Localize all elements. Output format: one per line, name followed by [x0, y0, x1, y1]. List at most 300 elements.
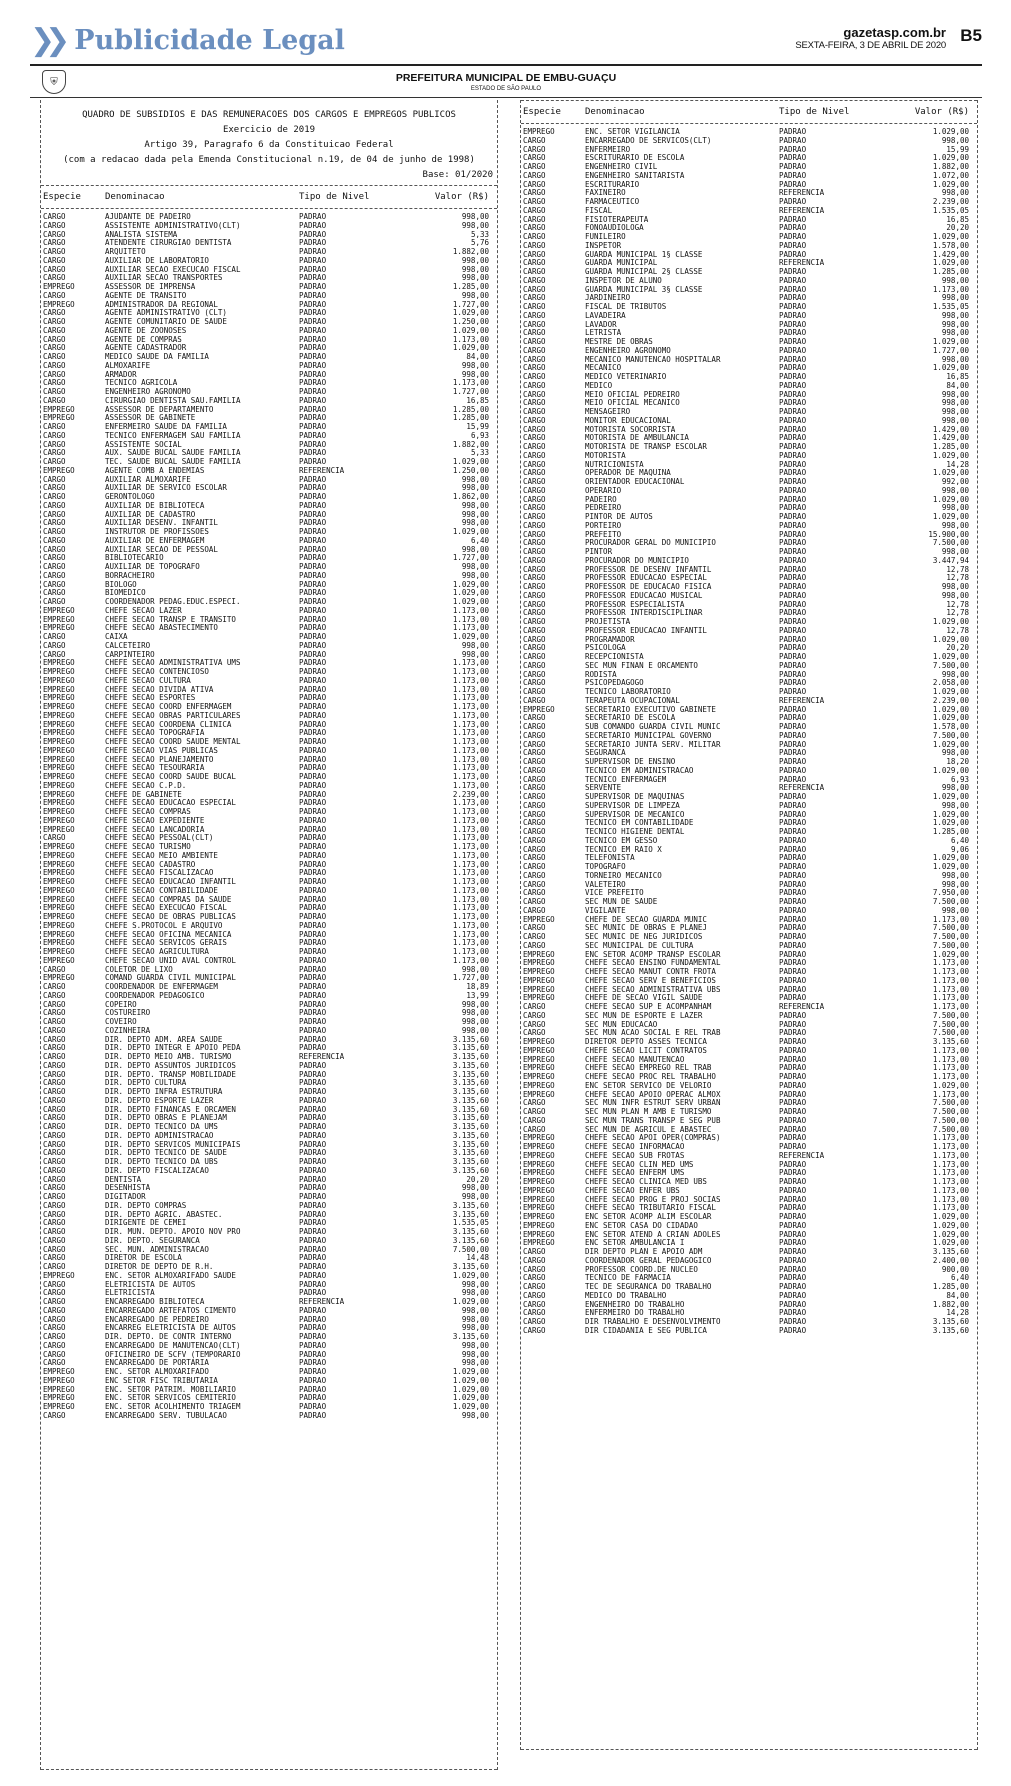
row-denominacao: FISCAL — [585, 206, 613, 215]
row-valor: 3.135,60 — [452, 1070, 489, 1079]
row-tipo: PADRAO — [779, 653, 807, 661]
row-valor: 1.173,00 — [452, 913, 489, 921]
row-tipo: PADRAO — [299, 1280, 327, 1289]
row-tipo: PADRAO — [779, 976, 807, 985]
table-row — [521, 443, 977, 452]
row-valor: 1.173,00 — [932, 1134, 969, 1143]
row-valor: 1.029,00 — [932, 1230, 969, 1239]
row-especie: EMPREGO — [43, 773, 75, 781]
row-denominacao: CALCETEIRO — [105, 641, 151, 650]
row-especie: CARGO — [43, 1053, 66, 1061]
row-especie: EMPREGO — [43, 746, 75, 755]
row-tipo: PADRAO — [299, 388, 327, 396]
row-tipo: PADRAO — [299, 493, 327, 501]
row-tipo: PADRAO — [299, 641, 327, 650]
row-denominacao: CARPINTEIRO — [105, 650, 155, 659]
table-row — [521, 251, 977, 260]
row-especie: CARGO — [523, 600, 546, 609]
row-denominacao: CHEFE SECAO PLANEJAMENTO — [105, 755, 214, 764]
row-tipo: PADRAO — [299, 615, 327, 624]
row-tipo: PADRAO — [299, 309, 327, 318]
row-denominacao: TECNICO EM GESSO — [585, 836, 658, 845]
table-row — [41, 239, 497, 248]
row-denominacao: CHEFE SECAO TURISMO — [105, 843, 191, 851]
row-tipo: PADRAO — [299, 921, 327, 930]
row-especie: CARGO — [43, 965, 66, 974]
row-valor: 18,20 — [946, 758, 969, 766]
row-tipo: PADRAO — [299, 1114, 327, 1123]
row-tipo: PADRAO — [779, 688, 807, 696]
row-especie: CARGO — [523, 215, 546, 224]
table-row — [41, 441, 497, 450]
row-especie: CARGO — [43, 1193, 66, 1201]
table-row — [41, 1351, 497, 1360]
row-valor: 15,99 — [466, 423, 489, 431]
row-especie: CARGO — [523, 408, 546, 416]
row-especie: EMPREGO — [43, 729, 75, 738]
row-valor: 1.173,00 — [452, 816, 489, 825]
row-especie: EMPREGO — [43, 659, 75, 668]
table-row — [41, 414, 497, 423]
table-row — [41, 1237, 497, 1246]
row-denominacao: PROFESSOR COORD.DE NUCLEO — [585, 1265, 698, 1274]
table-row — [521, 688, 977, 697]
row-valor: 998,00 — [941, 311, 969, 320]
row-denominacao: DIGITADOR — [105, 1193, 146, 1201]
row-valor: 998,00 — [461, 641, 489, 650]
row-denominacao: CHEFE SECAO TOPOGRAFIA — [105, 729, 205, 738]
row-denominacao: GUARDA MUNICIPAL — [585, 259, 658, 268]
row-denominacao: ENC SETOR SERVICO DE VELORIO — [585, 1081, 712, 1090]
row-especie: CARGO — [43, 335, 66, 344]
row-denominacao: CHEFE SECAO MANUT CONTR FROTA — [585, 968, 716, 976]
row-especie: EMPREGO — [43, 1368, 75, 1376]
table-row — [41, 817, 497, 826]
row-denominacao: DIR. DEPTO ASSUNTOS JURIDICOS — [105, 1061, 236, 1070]
row-denominacao: CHEFE SECAO FISCALIZACAO — [105, 869, 214, 878]
row-tipo: PADRAO — [779, 1309, 807, 1318]
row-especie: CARGO — [523, 206, 546, 215]
row-valor: 1.173,00 — [452, 878, 489, 886]
row-especie: CARGO — [523, 1326, 546, 1335]
row-denominacao: AUXILIAR DE LABORATORIO — [105, 256, 209, 265]
row-especie: CARGO — [43, 1324, 66, 1333]
row-denominacao: SEC MUNIC DE OBRAS E PLANEJ — [585, 924, 707, 933]
row-denominacao: TECNICO ENFERMAGEM SAU FAMILIA — [105, 431, 241, 440]
row-denominacao: DESENHISTA — [105, 1184, 151, 1193]
row-denominacao: PREFEITO — [585, 530, 622, 539]
row-tipo: PADRAO — [779, 180, 807, 189]
table-row — [521, 1283, 977, 1292]
table-row — [521, 163, 977, 172]
row-especie: CARGO — [523, 565, 546, 574]
row-denominacao: AUXILIAR DE SERVICO ESCOLAR — [105, 484, 227, 493]
row-especie: CARGO — [523, 1011, 546, 1020]
row-especie: CARGO — [523, 381, 546, 390]
divider — [41, 1769, 497, 1770]
row-denominacao: MOTORISTA DE TRANSP ESCOLAR — [585, 443, 707, 451]
row-valor: 1.029,00 — [452, 1376, 489, 1385]
row-tipo: PADRAO — [779, 950, 807, 959]
row-denominacao: CHEFE SECAO PESSOAL(CLT) — [105, 834, 214, 843]
row-especie: CARGO — [523, 303, 546, 311]
row-especie: CARGO — [523, 863, 546, 871]
row-tipo: PADRAO — [299, 1341, 327, 1350]
row-denominacao: ARMADOR — [105, 370, 137, 379]
row-valor: 1.173,00 — [452, 895, 489, 904]
row-valor: 12,78 — [946, 609, 969, 618]
table-row — [41, 1228, 497, 1237]
row-especie: CARGO — [43, 1149, 66, 1158]
row-denominacao: DIR. DEPTO ADMINISTRACAO — [105, 1131, 214, 1140]
row-denominacao: TECNICO HIGIENE DENTAL — [585, 828, 685, 836]
row-especie: EMPREGO — [523, 959, 555, 968]
row-tipo: PADRAO — [779, 1326, 807, 1335]
table-row — [41, 633, 497, 642]
row-valor: 998,00 — [941, 670, 969, 679]
row-tipo: PADRAO — [299, 440, 327, 449]
row-valor: 1.173,00 — [932, 976, 969, 985]
row-tipo: PADRAO — [779, 355, 807, 364]
masthead — [30, 22, 982, 62]
table-row — [41, 686, 497, 695]
row-tipo: PADRAO — [299, 1166, 327, 1175]
row-especie: CARGO — [43, 344, 66, 353]
row-denominacao: PROFESSOR ESPECIALISTA — [585, 600, 685, 609]
row-denominacao: ENC SETOR CASA DO CIDADAO — [585, 1221, 698, 1230]
row-denominacao: AGENTE COMUNITARIO DE SAUDE — [105, 318, 227, 326]
table-row — [41, 362, 497, 371]
row-valor: 998,00 — [941, 416, 969, 425]
row-tipo: PADRAO — [779, 828, 807, 836]
row-denominacao: PROJETISTA — [585, 618, 631, 626]
row-valor: 998,00 — [941, 749, 969, 758]
row-tipo: PADRAO — [779, 985, 807, 994]
row-denominacao: PADEIRO — [585, 495, 617, 504]
table-row — [41, 458, 497, 467]
table-row — [521, 889, 977, 898]
row-valor: 998,00 — [941, 801, 969, 810]
row-especie: CARGO — [43, 991, 66, 1000]
row-denominacao: CHEFE SECAO CULTURA — [105, 676, 191, 685]
row-especie: EMPREGO — [43, 930, 75, 939]
table-row — [521, 426, 977, 435]
row-denominacao: ANALISTA SISTEMA — [105, 230, 178, 239]
table-row — [521, 933, 977, 942]
row-denominacao: AUXILIAR DE TOPOGRAFO — [105, 563, 200, 571]
row-tipo: PADRAO — [779, 618, 807, 626]
row-valor: 998,00 — [941, 408, 969, 416]
row-especie: CARGO — [43, 431, 66, 440]
table-row — [521, 986, 977, 995]
row-valor: 998,00 — [461, 274, 489, 283]
row-especie: CARGO — [43, 475, 66, 484]
row-denominacao: FAXINEIRO — [585, 189, 626, 198]
row-especie: CARGO — [523, 661, 546, 670]
table-row — [521, 574, 977, 583]
table-row — [521, 1073, 977, 1082]
row-valor: 1.173,00 — [452, 834, 489, 843]
table-row — [41, 1193, 497, 1202]
row-valor: 1.862,00 — [452, 493, 489, 501]
row-valor: 7.500,00 — [932, 1125, 969, 1134]
row-tipo: PADRAO — [299, 650, 327, 659]
row-denominacao: CHEFE SECAO CONTABILIDADE — [105, 886, 218, 895]
row-tipo: PADRAO — [779, 740, 807, 749]
row-tipo: PADRAO — [299, 781, 327, 790]
table-row — [41, 1062, 497, 1071]
row-denominacao: ENC. SETOR PATRIM. MOBILIARIO — [105, 1385, 236, 1394]
row-especie: EMPREGO — [43, 799, 75, 808]
row-especie: CARGO — [523, 1265, 546, 1274]
row-especie: CARGO — [523, 679, 546, 688]
row-tipo: PADRAO — [779, 775, 807, 784]
row-denominacao: ENC SETOR FISC TRIBUTARIA — [105, 1376, 218, 1385]
row-denominacao: AJUDANTE DE PADEIRO — [105, 213, 191, 221]
row-valor: 1.029,00 — [932, 513, 969, 521]
table-row — [41, 266, 497, 275]
row-valor: 7.500,00 — [932, 1099, 969, 1108]
row-especie: CARGO — [523, 1029, 546, 1038]
row-tipo: PADRAO — [299, 396, 327, 405]
row-valor: 998,00 — [461, 1324, 489, 1333]
row-denominacao: PROFESSOR EDUCACAO INFANTIL — [585, 626, 707, 635]
row-tipo: PADRAO — [779, 1283, 807, 1291]
row-tipo: PADRAO — [299, 799, 327, 808]
row-especie: EMPREGO — [43, 1385, 75, 1394]
row-tipo: PADRAO — [779, 793, 807, 801]
row-valor: 998,00 — [941, 880, 969, 889]
row-denominacao: AUXILIAR SECAO DE PESSOAL — [105, 545, 218, 554]
row-especie: CARGO — [43, 1333, 66, 1341]
table-row — [41, 353, 497, 362]
row-especie: CARGO — [523, 530, 546, 539]
row-denominacao: ENGENHEIRO AGRONOMO — [105, 388, 191, 396]
row-valor: 998,00 — [461, 370, 489, 379]
table-row — [521, 391, 977, 400]
row-especie: EMPREGO — [43, 1403, 75, 1411]
row-denominacao: PROFESSOR EDUCACAO ESPECIAL — [585, 574, 707, 583]
row-denominacao: AUXILIAR SECAO TRANSPORTES — [105, 274, 223, 283]
row-valor: 1.173,00 — [452, 711, 489, 720]
row-especie: CARGO — [43, 230, 66, 239]
row-especie: CARGO — [523, 784, 546, 793]
row-tipo: PADRAO — [779, 959, 807, 968]
row-valor: 3.135,60 — [452, 1088, 489, 1096]
row-tipo: PADRAO — [779, 906, 807, 915]
notice-org: PREFEITURA MUNICIPAL DE EMBU-GUAÇU — [395, 72, 617, 84]
row-denominacao: CHEFE SECAO CLIN MED UMS — [585, 1160, 694, 1169]
row-especie: EMPREGO — [43, 764, 75, 773]
divider — [521, 123, 977, 124]
doc-exercise: Exercicio de 2019 — [222, 125, 316, 135]
row-especie: CARGO — [523, 1318, 546, 1326]
row-especie: CARGO — [523, 399, 546, 408]
row-especie: CARGO — [43, 983, 66, 991]
row-especie: CARGO — [523, 425, 546, 434]
row-valor: 998,00 — [941, 591, 969, 600]
row-denominacao: DIRETOR DE DEPTO DE R.H. — [105, 1263, 214, 1271]
row-valor: 998,00 — [461, 1009, 489, 1018]
row-valor: 7.500,00 — [932, 1029, 969, 1038]
table-row — [521, 1091, 977, 1100]
row-especie: CARGO — [523, 810, 546, 819]
row-especie: EMPREGO — [523, 1046, 555, 1055]
table-row — [41, 624, 497, 633]
row-valor: 3.135,60 — [452, 1228, 489, 1236]
row-valor: 1.029,00 — [932, 154, 969, 163]
table-row — [521, 566, 977, 575]
table-row — [521, 679, 977, 688]
table-row — [521, 408, 977, 417]
row-tipo: PADRAO — [299, 1184, 327, 1193]
table-row — [41, 834, 497, 843]
row-valor: 1.535,05 — [452, 1219, 489, 1228]
table-row — [521, 1056, 977, 1065]
row-tipo: PADRAO — [299, 1123, 327, 1131]
table-row — [41, 1184, 497, 1193]
row-valor: 7.500,00 — [932, 539, 969, 548]
row-denominacao: LAVADOR — [585, 320, 617, 329]
table-row — [521, 513, 977, 522]
row-especie: EMPREGO — [43, 414, 75, 423]
row-tipo: PADRAO — [299, 1035, 327, 1044]
row-tipo: PADRAO — [779, 749, 807, 758]
row-denominacao: CHEFE SECAO COMPRAS — [105, 808, 191, 816]
row-valor: 1.173,00 — [452, 825, 489, 834]
row-especie: CARGO — [523, 1256, 546, 1265]
row-denominacao: MOTORISTA DE AMBULANCIA — [585, 434, 689, 443]
row-especie: CARGO — [43, 353, 66, 361]
row-valor: 998,00 — [461, 650, 489, 659]
row-denominacao: AGENTE ADMINISTRATIVO (CLT) — [105, 309, 227, 318]
table-row — [41, 756, 497, 765]
row-denominacao: MEDICO — [585, 381, 613, 390]
row-especie: EMPREGO — [43, 300, 75, 309]
row-especie: CARGO — [523, 758, 546, 766]
table-row — [41, 799, 497, 808]
row-especie: CARGO — [523, 644, 546, 653]
row-denominacao: OFICINEIRO DE SCFV (TEMPORARIO — [105, 1350, 241, 1359]
row-valor: 5,76 — [470, 239, 489, 248]
row-tipo: PADRAO — [299, 1026, 327, 1035]
row-especie: CARGO — [523, 635, 546, 644]
row-denominacao: ASSISTENTE SOCIAL — [105, 440, 182, 449]
table-row — [41, 1263, 497, 1272]
row-tipo: PADRAO — [779, 994, 807, 1003]
row-especie: CARGO — [523, 355, 546, 364]
row-valor: 3.135,60 — [452, 1079, 489, 1088]
row-denominacao: CHEFE SECAO APOIO OPERAC ALMOX — [585, 1090, 721, 1099]
row-valor: 3.135,60 — [452, 1053, 489, 1061]
row-especie: CARGO — [43, 1175, 66, 1184]
row-denominacao: MECANICO MANUTENCAO HOSPITALAR — [585, 355, 721, 364]
row-tipo: PADRAO — [779, 215, 807, 224]
row-denominacao: COORDENADOR GERAL PEDAGOGICO — [585, 1256, 712, 1265]
row-tipo: PADRAO — [779, 600, 807, 609]
row-especie: CARGO — [43, 641, 66, 650]
edition-date: SEXTA-FEIRA, 3 DE ABRIL DE 2020 — [795, 40, 946, 51]
row-tipo: PADRAO — [779, 898, 807, 906]
row-especie: EMPREGO — [43, 825, 75, 834]
row-especie: CARGO — [43, 318, 66, 326]
row-denominacao: CHEFE SECAO DE OBRAS PUBLICAS — [105, 913, 236, 921]
table-row — [521, 609, 977, 618]
row-valor: 15.900,00 — [928, 530, 969, 539]
table-row — [521, 732, 977, 741]
row-especie: CARGO — [43, 1280, 66, 1289]
table-row — [41, 607, 497, 616]
table-row — [521, 863, 977, 872]
row-valor: 1.029,00 — [932, 653, 969, 661]
table-row — [521, 347, 977, 356]
row-denominacao: VALETEIRO — [585, 880, 626, 889]
row-tipo: PADRAO — [299, 1158, 327, 1166]
table-row — [521, 207, 977, 216]
row-valor: 998,00 — [941, 329, 969, 338]
row-denominacao: COVEIRO — [105, 1018, 137, 1026]
row-denominacao: ENC. SETOR ALMOXARIFADO SAUDE — [105, 1271, 236, 1280]
row-tipo: PADRAO — [299, 1018, 327, 1026]
row-denominacao: CHEFE SECAO EDUCACAO INFANTIL — [105, 878, 236, 886]
table-row — [41, 484, 497, 493]
row-valor: 1.029,00 — [932, 863, 969, 871]
table-row — [41, 309, 497, 318]
right-column — [520, 100, 978, 1750]
row-valor: 998,00 — [941, 136, 969, 145]
row-tipo: PADRAO — [299, 1263, 327, 1271]
row-especie: CARGO — [523, 653, 546, 661]
table-row — [41, 1333, 497, 1342]
row-tipo: PADRAO — [299, 300, 327, 309]
row-tipo: PADRAO — [779, 548, 807, 556]
row-tipo: PADRAO — [299, 283, 327, 291]
table-row — [41, 1132, 497, 1141]
row-especie: CARGO — [523, 731, 546, 740]
row-valor: 1.029,00 — [452, 598, 489, 606]
row-denominacao: SEC MUN EDUCACAO — [585, 1020, 658, 1029]
row-tipo: PADRAO — [779, 1029, 807, 1038]
row-especie: CARGO — [43, 580, 66, 589]
row-tipo: PADRAO — [779, 416, 807, 425]
table-row — [521, 531, 977, 540]
row-denominacao: MONITOR EDUCACIONAL — [585, 416, 671, 425]
row-denominacao: CHEFE SECAO UNID AVAL CONTROL — [105, 956, 236, 965]
row-especie: EMPREGO — [43, 913, 75, 921]
row-valor: 998,00 — [941, 189, 969, 198]
row-denominacao: CHEFE SECAO ENFERM UMS — [585, 1169, 685, 1178]
row-valor: 2.400,00 — [932, 1256, 969, 1265]
row-tipo: PADRAO — [779, 1020, 807, 1029]
row-tipo: PADRAO — [299, 1324, 327, 1333]
row-valor: 1.727,00 — [452, 388, 489, 396]
row-especie: EMPREGO — [43, 755, 75, 764]
row-valor: 1.173,00 — [452, 860, 489, 869]
row-denominacao: SUPERVISOR DE MECANICO — [585, 810, 685, 819]
row-tipo: REFERENCIA — [299, 466, 345, 475]
row-tipo: PADRAO — [299, 1411, 327, 1420]
row-valor: 998,00 — [461, 519, 489, 528]
row-tipo: PADRAO — [779, 504, 807, 513]
table-row — [41, 642, 497, 651]
row-tipo: PADRAO — [779, 591, 807, 600]
row-especie: CARGO — [523, 329, 546, 338]
row-denominacao: ALMOXARIFE — [105, 361, 151, 370]
row-valor: 1.173,00 — [452, 799, 489, 808]
table-row — [521, 1204, 977, 1213]
row-tipo: REFERENCIA — [779, 189, 825, 198]
row-denominacao: CHEFE SECAO ADMINISTRATIVA UBS — [585, 985, 721, 994]
